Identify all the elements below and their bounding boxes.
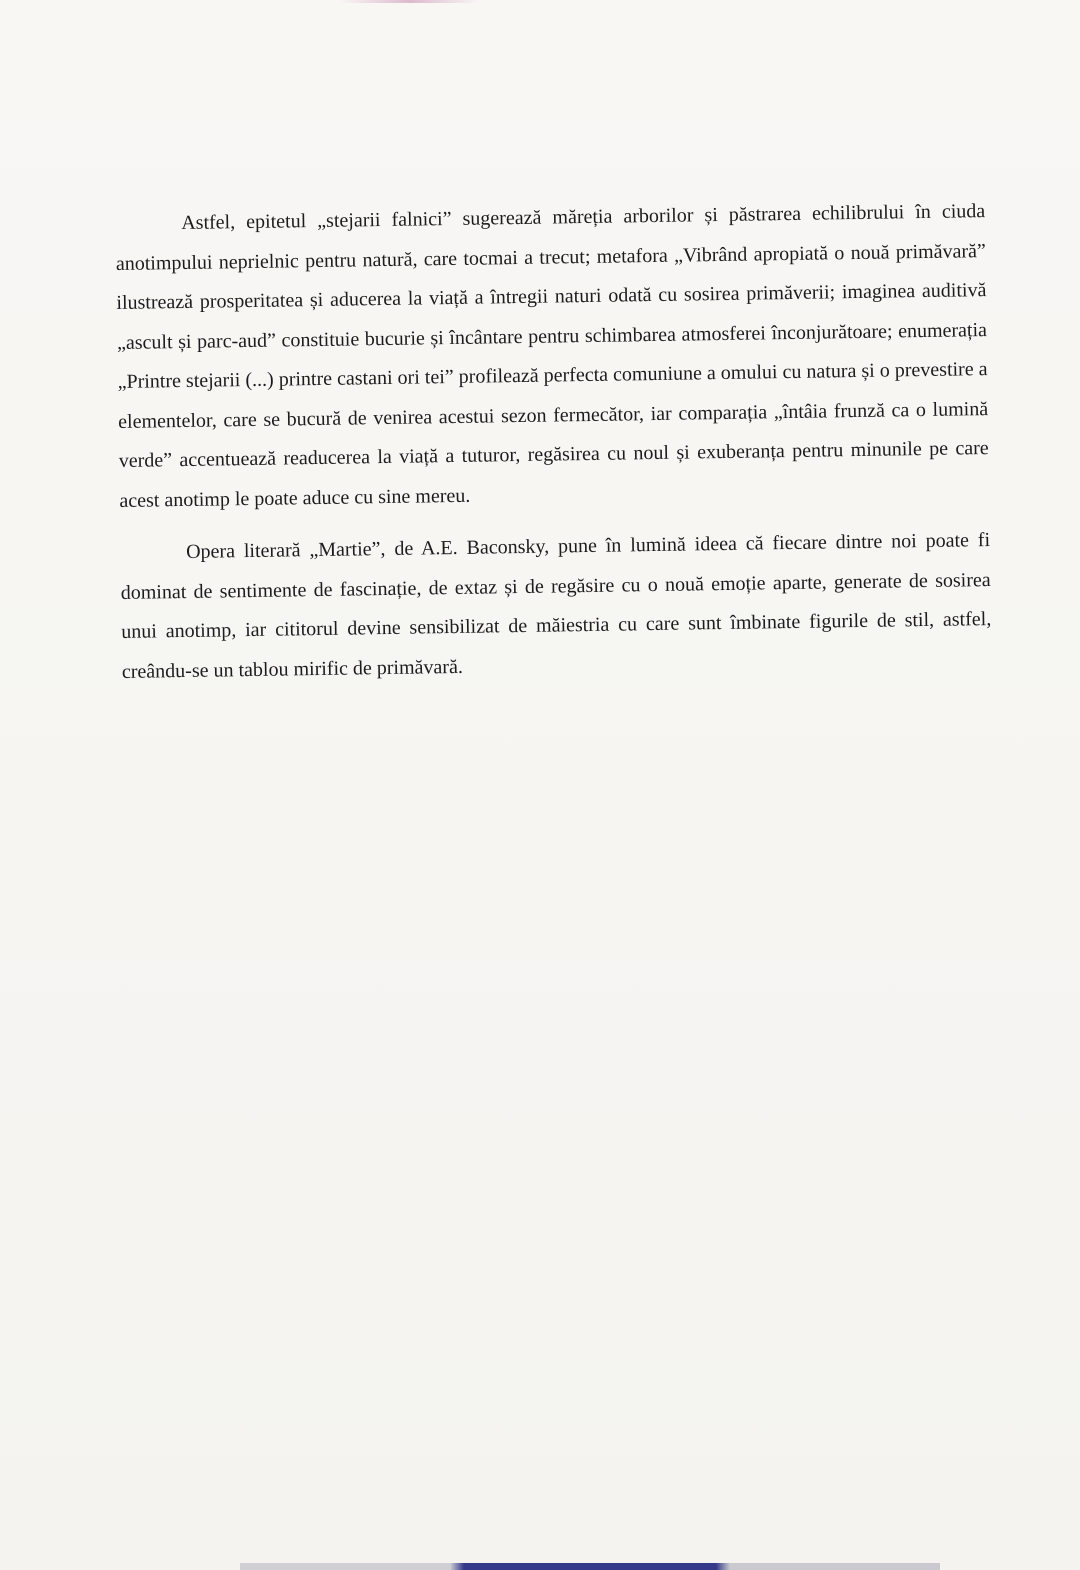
document-body <box>115 192 992 692</box>
paragraph-conclusion: Opera literară „Martie”, de A.E. Baconsky, pune în lumină ideea că fiecare dintre noi poate fi dominat de sentimente de fascinație, de extaz și de regăsire cu o nouă emoție aparte, generate de sosirea unui anotimp, iar cititorul devine sensibilizat de măiestria cu care sunt îmbinate figurile de stil, astfel, creându-se un tablou mirific de primăvară. <box>120 529 992 683</box>
paragraph-figures-of-speech: Astfel, epitetul „stejarii falnici” sugerează măreția arborilor și păstrarea echilibrului în ciuda anotimpului neprielnic pentru natură, care tocmai a trecut; metafora „Vibrând apropiată o nouă primăvară” ilustrează prosperitatea și aducerea la viață a întregii naturi odată cu sosirea primăverii; imaginea auditivă „ascult și parc-aud” constituie bucurie și încântare pentru schimbarea atmosferei înconjurătoare; enumerația „Printre stejarii (...) printre castani ori tei” profilează perfecta comuniune a omului cu natura și o prevestire a elementelor, care se bucură de venirea acestui sezon fermecător, iar comparația „întâia frunză ca o lumină verde” accentuează readucerea la viață a tuturor, regăsirea cu noul și exuberanța pentru minunile pe care acest anotimp le poate aduce cu sine mereu. <box>115 200 989 512</box>
scanner-bottom-edge <box>240 1563 940 1570</box>
paper-edge-mark <box>340 0 480 3</box>
